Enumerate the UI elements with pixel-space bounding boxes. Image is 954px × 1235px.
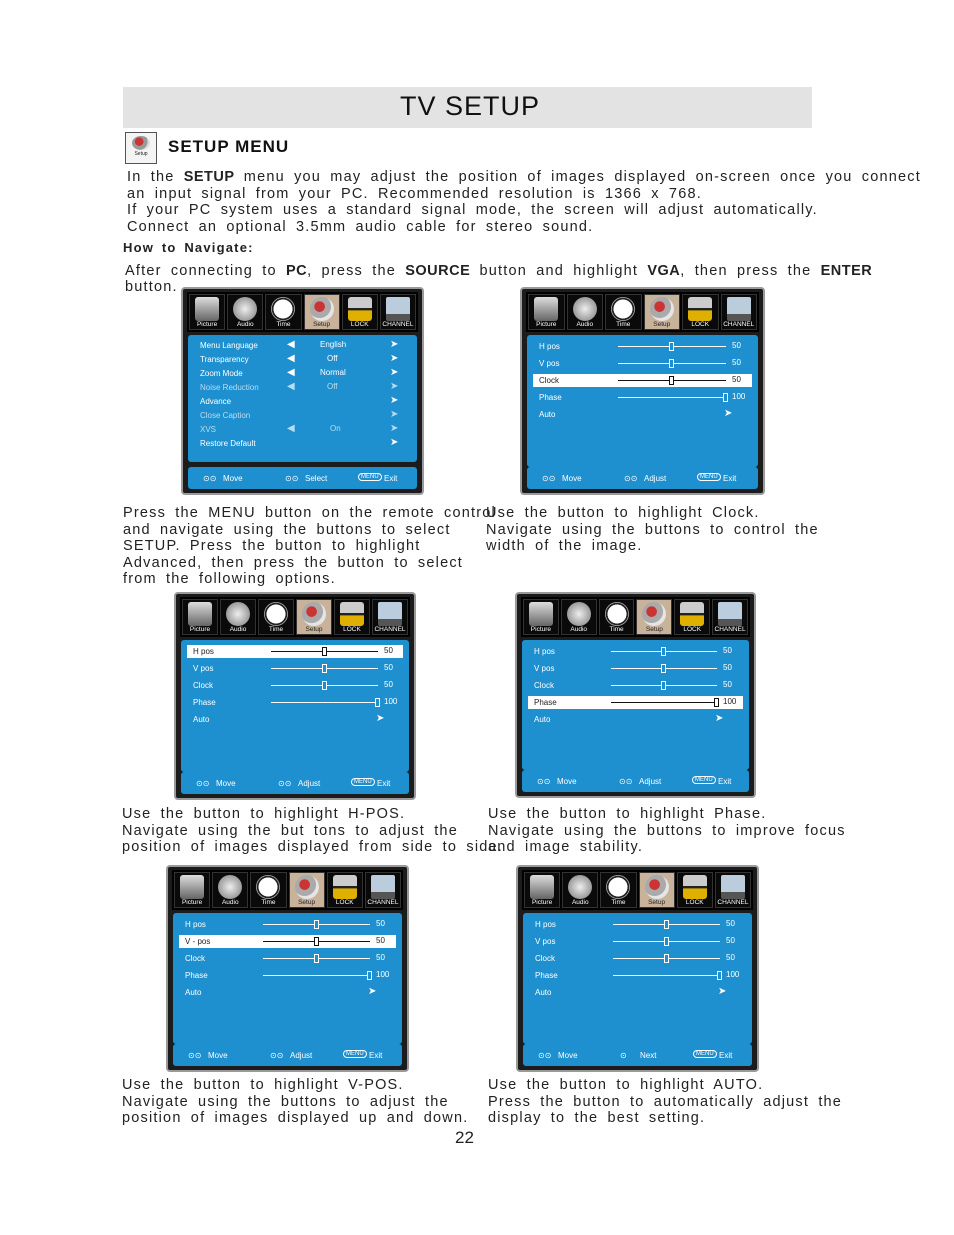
row-auto[interactable]: Auto ➤ xyxy=(539,408,733,419)
clock-icon xyxy=(605,602,629,626)
monitor-icon xyxy=(371,875,395,899)
title-bar xyxy=(123,87,812,128)
osd-footer: ⊙⊙ Move ⊙⊙ Select MENU Exit xyxy=(188,467,417,489)
audio-icon xyxy=(567,602,591,626)
slider-knob[interactable] xyxy=(661,647,666,656)
menu-item-advance[interactable]: Advance ➤ xyxy=(200,395,399,406)
caption-6: Use the button to highlight AUTO. Press the button to automatically adjust the display to the best setting. xyxy=(488,1077,843,1126)
osd-menu-body xyxy=(188,335,417,462)
slider-knob[interactable] xyxy=(661,664,666,673)
arrow-right-icon: ➤ xyxy=(724,408,733,419)
audio-icon xyxy=(568,875,592,899)
clock-icon xyxy=(606,875,630,899)
osd-footer: ⊙⊙ Move ⊙ Next MENU Exit xyxy=(523,1044,752,1066)
arrow-right-icon: ➤ xyxy=(368,986,377,997)
slider-knob[interactable] xyxy=(322,647,327,656)
row-vpos[interactable]: V pos 50 xyxy=(534,663,732,673)
row-hpos[interactable]: H pos 50 xyxy=(187,645,403,658)
menu-item[interactable]: Restore Default ➤ xyxy=(200,437,399,448)
slider-knob[interactable] xyxy=(717,971,722,980)
slider-knob[interactable] xyxy=(661,681,666,690)
slider-knob[interactable] xyxy=(714,698,719,707)
nav-arrows-icon: ⊙⊙ xyxy=(542,474,556,483)
osd-advanced-body xyxy=(527,335,758,467)
tab-time[interactable]: Time xyxy=(605,294,642,330)
section-title: SETUP MENU xyxy=(168,137,290,156)
picture-icon xyxy=(534,297,558,321)
lock-icon xyxy=(348,297,372,321)
intro-line-2: an input signal from your PC. Recommended resolution is 1366 x 768. xyxy=(127,186,702,202)
slider-knob[interactable] xyxy=(322,664,327,673)
intro-line-3: If your PC system uses a standard signal mode, the screen will adjust automatically. xyxy=(127,202,818,218)
tab-audio[interactable]: Audio xyxy=(220,599,256,635)
arrow-right-icon: ➤ xyxy=(715,713,724,724)
gear-icon xyxy=(295,875,319,899)
lock-icon xyxy=(333,875,357,899)
monitor-icon xyxy=(378,602,402,626)
slider-knob[interactable] xyxy=(669,359,674,368)
tab-audio[interactable]: Audio xyxy=(212,872,248,908)
monitor-icon xyxy=(727,297,751,321)
page-number: 22 xyxy=(455,1128,474,1147)
tab-lock[interactable]: LOCK xyxy=(682,294,719,330)
tab-lock[interactable]: LOCK xyxy=(334,599,370,635)
tab-audio[interactable]: Audio xyxy=(227,294,263,330)
menu-item[interactable]: Menu Language ◀ English ➤ xyxy=(200,339,399,350)
row-auto[interactable]: Auto ➤ xyxy=(534,713,724,724)
osd-footer: ⊙⊙ Move ⊙⊙ Adjust MENU Exit xyxy=(527,467,758,489)
clock-icon xyxy=(256,875,280,899)
caption-1: Press the MENU button on the remote control and navigate using the buttons to select SETUP. Press the button to highlight Advanced, then press the button to select from the following options. xyxy=(123,505,496,587)
slider-knob[interactable] xyxy=(723,393,728,402)
picture-icon xyxy=(529,602,553,626)
osd-tabs xyxy=(187,292,418,332)
caption-4: Use the button to highlight Phase. Navigate using the buttons to improve focus and image stability. xyxy=(488,806,846,855)
osd-advanced-screen xyxy=(516,865,759,1072)
osd-setup-menu xyxy=(181,287,424,495)
page-title: TV SETUP xyxy=(400,91,541,121)
nav-arrows-icon: ⊙⊙ xyxy=(270,1051,284,1060)
caption-2: Use the button to highlight Clock. Navigate using the buttons to control the width of the image. xyxy=(486,505,819,554)
tab-picture[interactable]: Picture xyxy=(182,599,218,635)
tab-channel[interactable]: CHANNEL xyxy=(380,294,416,330)
tab-channel[interactable]: CHANNEL xyxy=(372,599,408,635)
tab-setup[interactable]: Setup xyxy=(289,872,325,908)
howto-heading: How to Navigate: xyxy=(123,240,254,255)
menu-item[interactable]: Noise Reduction ◀ Off ➤ xyxy=(200,381,399,392)
row-phase[interactable]: Phase 100 xyxy=(528,696,743,709)
osd-tabs xyxy=(526,292,759,332)
tab-setup[interactable]: Setup xyxy=(636,599,672,635)
gear-icon xyxy=(302,602,326,626)
audio-icon xyxy=(233,297,257,321)
osd-tabs xyxy=(172,870,403,910)
row-phase[interactable]: Phase 100 xyxy=(539,392,746,402)
nav-arrows-icon: ⊙⊙ xyxy=(537,777,551,786)
row-vpos[interactable]: V pos 50 xyxy=(535,936,735,946)
monitor-icon xyxy=(718,602,742,626)
nav-arrows-icon: ⊙⊙ xyxy=(619,777,633,786)
row-phase[interactable]: Phase 100 xyxy=(185,970,390,980)
slider-knob[interactable] xyxy=(314,954,319,963)
menu-item[interactable]: XVS ◀ On ➤ xyxy=(200,423,399,434)
row-hpos[interactable]: H pos 50 xyxy=(185,919,385,929)
slider-knob[interactable] xyxy=(664,937,669,946)
slider-knob[interactable] xyxy=(367,971,372,980)
osd-tabs xyxy=(521,597,750,637)
tab-setup[interactable]: Setup xyxy=(296,599,332,635)
picture-icon xyxy=(530,875,554,899)
picture-icon xyxy=(188,602,212,626)
audio-icon xyxy=(226,602,250,626)
howto-line-2: button. xyxy=(125,279,178,295)
arrow-right-icon: ➤ xyxy=(718,986,727,997)
gear-icon xyxy=(132,136,150,150)
howto-line-1: After connecting to PC, press the SOURCE button and highlight VGA, then press the ENTER xyxy=(125,263,873,279)
osd-advanced-screen xyxy=(174,592,416,800)
row-vpos[interactable]: V pos 50 xyxy=(539,358,741,368)
clock-icon xyxy=(611,297,635,321)
picture-icon xyxy=(195,297,219,321)
tab-channel[interactable]: CHANNEL xyxy=(712,599,748,635)
slider-knob[interactable] xyxy=(664,954,669,963)
nav-arrows-icon: ⊙⊙ xyxy=(624,474,638,483)
lock-icon xyxy=(680,602,704,626)
setup-section-icon: Setup xyxy=(125,132,157,164)
nav-arrows-icon: ⊙⊙ xyxy=(196,779,210,788)
gear-icon xyxy=(310,297,334,321)
tab-time[interactable]: Time xyxy=(600,872,636,908)
tab-setup[interactable]: Setup xyxy=(639,872,675,908)
nav-arrows-icon: ⊙⊙ xyxy=(538,1051,552,1060)
slider-track[interactable] xyxy=(618,397,726,398)
menu-item[interactable]: Zoom Mode ◀ Normal ➤ xyxy=(200,367,399,378)
tab-lock[interactable]: LOCK xyxy=(327,872,363,908)
osd-tabs xyxy=(522,870,753,910)
tab-lock[interactable]: LOCK xyxy=(674,599,710,635)
tab-lock[interactable]: LOCK xyxy=(677,872,713,908)
caption-5: Use the button to highlight V-POS. Navigate using the buttons to adjust the position of images displayed up and down. xyxy=(122,1077,469,1126)
slider-knob[interactable] xyxy=(669,376,674,385)
audio-icon xyxy=(573,297,597,321)
slider-knob[interactable] xyxy=(322,681,327,690)
row-clock[interactable]: Clock 50 xyxy=(535,953,735,963)
gear-icon xyxy=(650,297,674,321)
slider-knob[interactable] xyxy=(375,698,380,707)
nav-arrows-icon: ⊙ xyxy=(620,1051,627,1060)
row-hpos[interactable]: H pos 50 xyxy=(539,341,741,351)
row-hpos[interactable]: H pos 50 xyxy=(534,646,732,656)
arrow-right-icon: ➤ xyxy=(376,713,385,724)
tab-audio[interactable]: Audio xyxy=(561,599,597,635)
osd-advanced-screen xyxy=(520,287,765,495)
tab-audio[interactable]: Audio xyxy=(567,294,604,330)
tab-channel[interactable]: CHANNEL xyxy=(715,872,751,908)
tab-picture[interactable]: Picture xyxy=(524,872,560,908)
tab-setup[interactable]: Setup xyxy=(304,294,340,330)
row-auto[interactable]: Auto ➤ xyxy=(185,986,377,997)
clock-icon xyxy=(264,602,288,626)
osd-footer: ⊙⊙ Move ⊙⊙ Adjust MENU Exit xyxy=(181,772,409,794)
intro-line-4: Connect an optional 3.5mm audio cable for stereo sound. xyxy=(127,219,594,235)
nav-arrows-icon: ⊙⊙ xyxy=(278,779,292,788)
osd-footer: ⊙⊙ Move ⊙⊙ Adjust MENU Exit xyxy=(173,1044,402,1066)
row-hpos[interactable]: H pos 50 xyxy=(535,919,735,929)
osd-footer: ⊙⊙ Move ⊙⊙ Adjust MENU Exit xyxy=(522,770,749,792)
row-phase[interactable]: Phase 100 xyxy=(535,970,740,980)
gear-icon xyxy=(645,875,669,899)
row-phase[interactable]: Phase 100 xyxy=(193,697,398,707)
monitor-icon xyxy=(721,875,745,899)
slider-track[interactable] xyxy=(611,702,717,703)
lock-icon xyxy=(683,875,707,899)
menu-item[interactable]: Close Caption ➤ xyxy=(200,409,399,420)
tab-lock[interactable]: LOCK xyxy=(342,294,378,330)
audio-icon xyxy=(218,875,242,899)
row-clock[interactable]: Clock 50 xyxy=(185,953,385,963)
osd-tabs xyxy=(180,597,410,637)
row-auto[interactable]: Auto ➤ xyxy=(535,986,727,997)
row-clock[interactable]: Clock 50 xyxy=(193,680,393,690)
tab-picture[interactable]: Picture xyxy=(174,872,210,908)
slider-knob[interactable] xyxy=(314,920,319,929)
tab-picture[interactable]: Picture xyxy=(523,599,559,635)
slider-track[interactable] xyxy=(613,975,720,976)
slider-knob[interactable] xyxy=(664,920,669,929)
slider-knob[interactable] xyxy=(669,342,674,351)
row-clock[interactable]: Clock 50 xyxy=(533,374,752,387)
intro-line-1: In the SETUP menu you may adjust the position of images displayed on-screen once you connect xyxy=(127,169,921,185)
osd-advanced-body xyxy=(173,913,402,1044)
tab-audio[interactable]: Audio xyxy=(562,872,598,908)
tab-picture[interactable]: Picture xyxy=(189,294,225,330)
osd-advanced-screen xyxy=(166,865,409,1072)
nav-arrows-icon: ⊙⊙ xyxy=(188,1051,202,1060)
slider-track[interactable] xyxy=(271,702,378,703)
row-vpos[interactable]: V pos 50 xyxy=(193,663,393,673)
tab-time[interactable]: Time xyxy=(250,872,286,908)
tab-channel[interactable]: CHANNEL xyxy=(365,872,401,908)
tab-channel[interactable]: CHANNEL xyxy=(721,294,758,330)
osd-advanced-body xyxy=(181,640,409,772)
picture-icon xyxy=(180,875,204,899)
slider-knob[interactable] xyxy=(314,937,319,946)
row-auto[interactable]: Auto ➤ xyxy=(193,713,385,724)
row-vpos[interactable]: V - pos 50 xyxy=(179,935,396,948)
tab-time[interactable]: Time xyxy=(258,599,294,635)
clock-icon xyxy=(271,297,295,321)
lock-icon xyxy=(688,297,712,321)
gear-icon xyxy=(642,602,666,626)
osd-advanced-screen xyxy=(515,592,756,798)
menu-item[interactable]: Transparency ◀ Off ➤ xyxy=(200,353,399,364)
lock-icon xyxy=(340,602,364,626)
osd-advanced-body xyxy=(522,640,749,770)
row-clock[interactable]: Clock 50 xyxy=(534,680,732,690)
slider-track[interactable] xyxy=(263,975,370,976)
osd-advanced-body xyxy=(523,913,752,1044)
caption-3: Use the button to highlight H-POS. Navigate using the but tons to adjust the position of images displayed from side to side. xyxy=(122,806,503,855)
tab-setup[interactable]: Setup xyxy=(644,294,681,330)
tab-time[interactable]: Time xyxy=(599,599,635,635)
tab-picture[interactable]: Picture xyxy=(528,294,565,330)
tab-time[interactable]: Time xyxy=(265,294,301,330)
monitor-icon xyxy=(386,297,410,321)
